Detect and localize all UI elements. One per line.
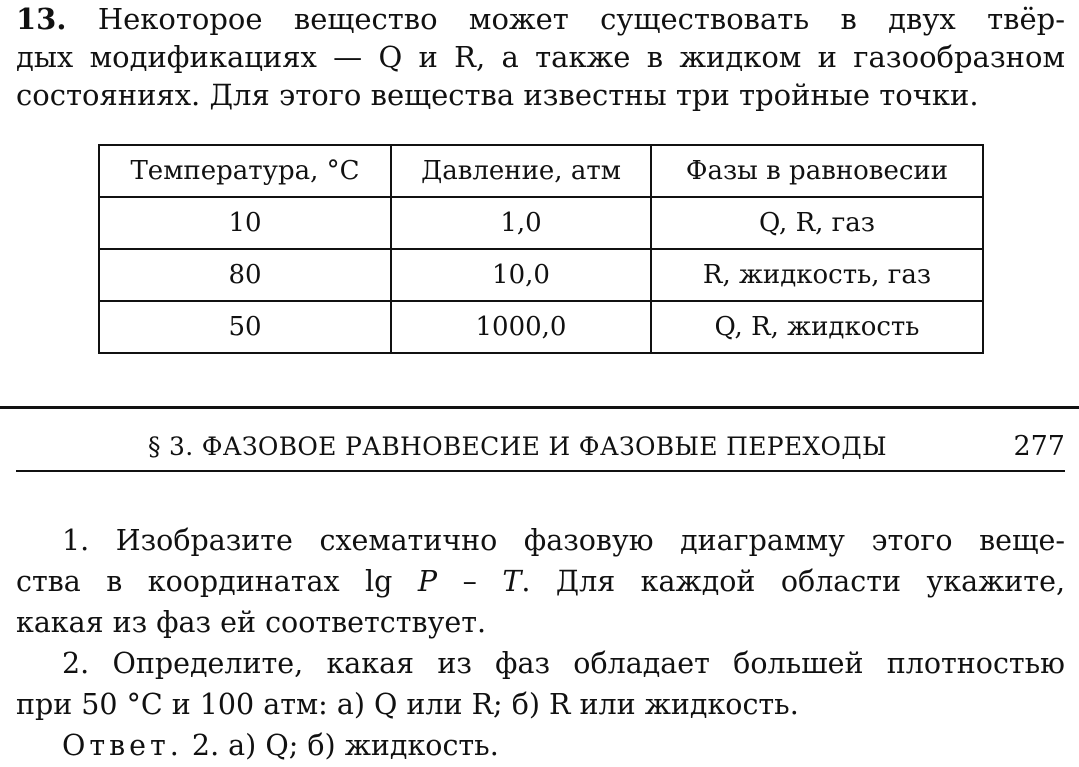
table-cell: R, жидкость, газ: [651, 249, 983, 301]
question-line: 1. Изобразите схематично фазовую диаграмму этого веще-: [62, 524, 1065, 557]
page-break-rule: [0, 406, 1079, 409]
problem-number: 13.: [16, 2, 67, 36]
question-fragment: . Для каждой области укажите,: [521, 565, 1065, 598]
table-header: Давление, атм: [391, 145, 651, 197]
table-cell: Q, R, газ: [651, 197, 983, 249]
table-row: [99, 197, 983, 249]
problem-line: [16, 0, 1065, 38]
problem-line-text: Некоторое вещество может существовать в двух твёр-: [97, 2, 1066, 36]
problem-text: [16, 0, 1065, 114]
header-rule: [16, 470, 1065, 472]
problem-line: состояниях. Для этого вещества известны три тройные точки.: [16, 78, 979, 112]
table-row: [99, 249, 983, 301]
triple-points-table: [98, 144, 984, 354]
table-cell: 10,0: [391, 249, 651, 301]
problem-line: дых модификациях — Q и R, а также в жидком и газообразном: [16, 40, 1065, 74]
table-cell: 50: [99, 301, 391, 353]
var-p: P: [417, 565, 438, 598]
table-cell: 1,0: [391, 197, 651, 249]
question-line: какая из фаз ей соответствует.: [16, 606, 487, 639]
table-cell: 80: [99, 249, 391, 301]
table-cell: 1000,0: [391, 301, 651, 353]
question-line: [16, 561, 1065, 602]
question-line: при 50 °C и 100 атм: а) Q или R; б) R или жидкость.: [16, 688, 799, 721]
table-cell: Q, R, жидкость: [651, 301, 983, 353]
running-header: [16, 428, 1065, 466]
table-cell: 10: [99, 197, 391, 249]
table-header: Фазы в равновесии: [651, 145, 983, 197]
answer-line: [16, 725, 1065, 766]
question-line: 2. Определите, какая из фаз обладает большей плотностью: [62, 647, 1065, 680]
answer-label: Ответ.: [62, 729, 183, 762]
question-fragment: ства в координатах lg: [16, 565, 418, 598]
table-header-row: [99, 145, 983, 197]
table-header: Температура, °C: [99, 145, 391, 197]
table-row: [99, 301, 983, 353]
var-t: T: [502, 565, 522, 598]
section-title: § 3. ФАЗОВОЕ РАВНОВЕСИЕ И ФАЗОВЫЕ ПЕРЕХОДЫ: [148, 432, 887, 461]
page-number: 277: [1013, 431, 1065, 462]
dash: –: [437, 565, 503, 598]
answer-text: 2. а) Q; б) жидкость.: [182, 729, 499, 762]
questions-text: [16, 520, 1065, 766]
